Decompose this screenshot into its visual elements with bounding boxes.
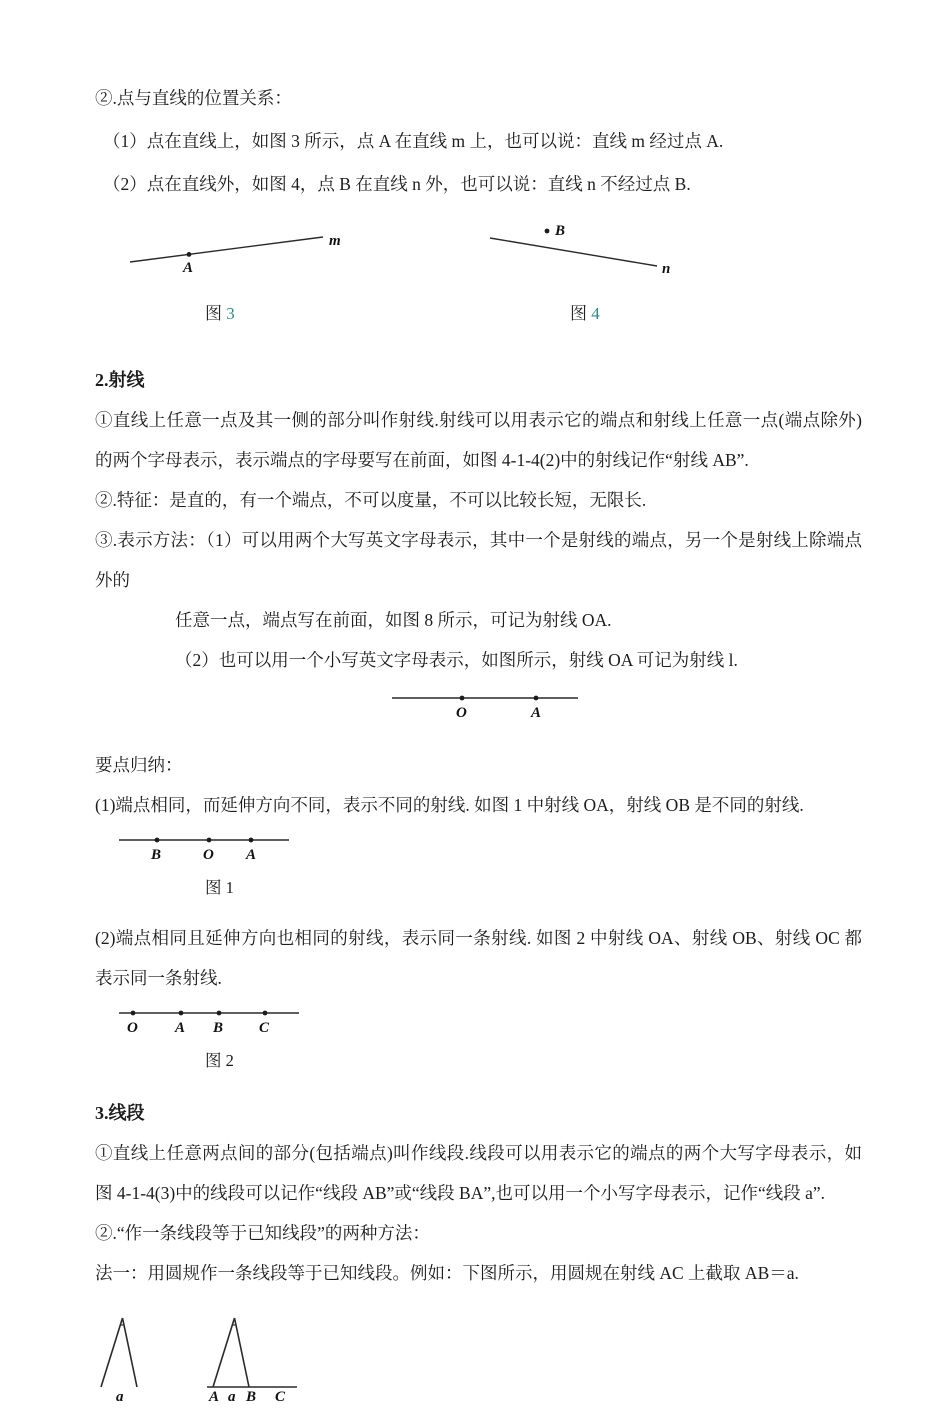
figure-4	[485, 222, 680, 324]
point-C-dot	[263, 1011, 268, 1016]
figure-2-caption: 图 2	[205, 1051, 234, 1070]
point-B-dot	[155, 838, 160, 843]
figure-ray-OA-drawing	[390, 688, 585, 722]
ray-notation-line2: 任意一点，端点写在前面，如图 8 所示，可记为射线 OA.	[175, 610, 612, 630]
ray-notation-line3: （2）也可以用一个小写英文字母表示，如图所示，射线 OA 可记为射线 l.	[175, 650, 738, 670]
segment-method-1-text: 法一：用圆规作一条线段等于已知线段。例如：下图所示，用圆规在射线 AC 上截取 AB＝a.	[95, 1263, 799, 1283]
figure-3	[125, 222, 425, 324]
label-O: O	[203, 847, 214, 863]
figure-row-3-4	[125, 222, 862, 324]
point-O-dot	[207, 838, 212, 843]
figure-1-drawing	[117, 829, 297, 863]
heading-segment: 3.线段	[95, 1103, 145, 1123]
label-C: C	[259, 1020, 270, 1036]
summary-point-2: (2)端点相同且延伸方向也相同的射线，表示同一条射线. 如图 2 中射线 OA、射线 OB、射线 OC 都表示同一条射线.	[95, 928, 862, 988]
heading-ray: 2.射线	[95, 370, 145, 390]
figure-3-caption-prefix: 图	[205, 304, 222, 323]
point-A-label: A	[183, 260, 194, 276]
figure-1-caption: 图 1	[205, 878, 234, 897]
label-O: O	[456, 705, 467, 721]
compass-figure-a	[87, 1303, 159, 1408]
label-O: O	[127, 1020, 138, 1036]
line-m-label: m	[329, 233, 341, 249]
ray-notation-line1: ③.表示方法：（1）可以用两个大写英文字母表示，其中一个是射线的端点，另一个是射线上除端点外的	[95, 530, 862, 590]
figure-1	[117, 829, 862, 898]
compass-a-drawing	[87, 1303, 159, 1403]
point-O-dot	[460, 696, 465, 701]
figure-ray-OA	[390, 688, 862, 727]
point-B-dot	[217, 1011, 222, 1016]
point-on-line-text: （1）点在直线上，如图 3 所示，点 A 在直线 m 上，也可以说：直线 m 经过点 A.	[103, 131, 724, 151]
summary-heading: 要点归纳：	[95, 755, 183, 775]
label-B: B	[151, 847, 162, 863]
summary-point-1: (1)端点相同，而延伸方向不同，表示不同的射线. 如图 1 中射线 OA，射线 OB 是不同的射线.	[95, 795, 804, 815]
point-A-dot	[187, 252, 192, 257]
point-O-dot	[131, 1011, 136, 1016]
point-A-dot	[249, 838, 254, 843]
ray-definition-text: ①直线上任意一点及其一侧的部分叫作射线.射线可以用表示它的端点和射线上任意一点(端点除外)的两个字母表示，表示端点的字母要写在前面，如图 4-1-4(2)中的射线记作“射线 AB”.	[95, 410, 862, 470]
point-A-dot	[534, 696, 539, 701]
figure-3-drawing	[125, 222, 355, 280]
segment-methods-heading: ②.“作一条线段等于已知线段”的两种方法：	[95, 1223, 430, 1243]
point-A-dot	[179, 1011, 184, 1016]
point-B-label: B	[555, 223, 566, 239]
point-off-line-text: （2）点在直线外，如图 4，点 B 在直线 n 外，也可以说：直线 n 不经过点 B.	[103, 174, 691, 194]
segment-a-label: a	[116, 1389, 124, 1405]
label-A: A	[209, 1389, 220, 1405]
ray-features-text: ②.特征：是直的，有一个端点，不可以度量，不可以比较长短，无限长.	[95, 490, 647, 510]
figure-3-caption-num: 3	[226, 304, 235, 323]
figure-3-caption	[205, 299, 425, 324]
heading-point-line-relation: ②.点与直线的位置关系：	[95, 88, 292, 108]
label-C: C	[275, 1389, 286, 1405]
compass-figures	[87, 1303, 862, 1408]
label-a: a	[228, 1389, 236, 1405]
figure-2	[117, 1002, 862, 1071]
segment-definition-text: ①直线上任意两点间的部分(包括端点)叫作线段.线段可以用表示它的端点的两个大写字母表示，如图 4-1-4(3)中的线段可以记作“线段 AB”或“线段 BA”,也可以用一个小写字母表示，记作“线段 a”.	[95, 1143, 862, 1203]
compass-ray-drawing	[197, 1303, 305, 1403]
point-B-dot	[545, 229, 550, 234]
compass-figure-ray-AC	[197, 1303, 305, 1408]
label-A: A	[531, 705, 542, 721]
label-A: A	[246, 847, 257, 863]
figure-2-drawing	[117, 1002, 307, 1036]
label-B: B	[213, 1020, 224, 1036]
figure-4-caption-prefix: 图	[570, 304, 587, 323]
figure-4-caption-num: 4	[591, 304, 600, 323]
label-B: B	[246, 1389, 257, 1405]
figure-4-drawing	[485, 222, 680, 280]
label-A: A	[175, 1020, 186, 1036]
figure-4-caption	[570, 299, 680, 324]
line-n-label: n	[662, 261, 671, 277]
